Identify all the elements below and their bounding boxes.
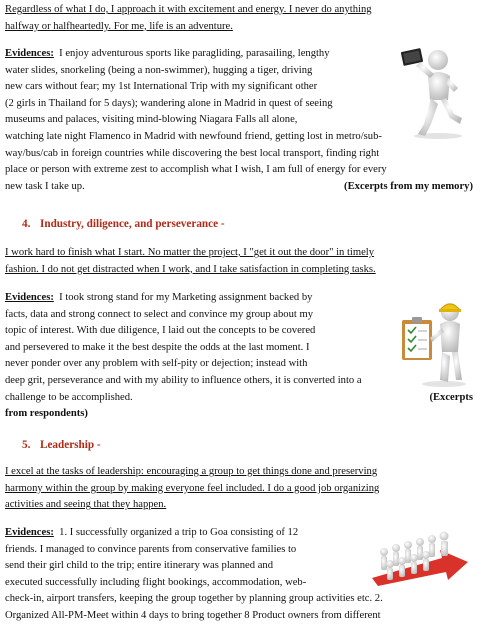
evidence-text: challenge to be accomplished. — [5, 391, 133, 403]
evidence-text: check-in, airport transfers, keeping the group together by planning group activities etc. 2. — [5, 593, 383, 605]
description-line: I work hard to finish what I start. No matter the project, I "get it out the door" in timely — [5, 247, 375, 258]
leadership-arrow-illustration — [368, 528, 474, 588]
evidence-source: (Excerpts — [429, 391, 473, 403]
intro-paragraph — [5, 2, 473, 35]
evidence-text: way/bus/cab in foreign countries while discovering the best local transport, finding right — [5, 147, 380, 159]
description-line: I excel at the tasks of leadership: encouraging a group to get things done and preserving — [5, 466, 378, 477]
evidence-text: friends. I managed to convince parents from conservative families to — [5, 543, 297, 555]
section-heading-5 — [22, 439, 101, 451]
evidence-label: Evidences: — [5, 292, 54, 303]
description-line: fashion. I do not get distracted when I work, and I take satisfaction in completing tasks. — [5, 263, 376, 275]
evidence-text: museums and palaces, visiting mind-blowing Niagara Falls all alone, — [5, 114, 298, 126]
section-heading-4 — [22, 218, 225, 230]
evidence-text: place or person with extreme zest to accomplish what I wish, I am full of energy for every — [5, 164, 387, 176]
intro-line: Regardless of what I do, I approach it with excitement and energy. I never do anything — [5, 4, 372, 15]
evidence-text: watching late night Flamenco in Madrid with newfound friend, getting lost in metro/sub- — [5, 130, 382, 142]
evidence-text: new task I take up. — [5, 180, 85, 192]
description-line: activities and seeing that they happen. — [5, 499, 167, 511]
section-number: 4. — [22, 218, 31, 230]
evidence-text: (2 girls in Thailand for 5 days); wandering alone in Madrid in quest of seeing — [5, 97, 333, 109]
section-5-description — [5, 464, 473, 514]
evidence-source: from respondents) — [5, 408, 88, 420]
evidence-text: deep grit, perseverance and with my ability to influence others, it is converted into a — [5, 374, 362, 386]
evidence-text: new cars without fear; my 1st International Trip with my significant other — [5, 81, 318, 93]
evidence-text: and persevered to make it the best despite the odds at the last moment. I — [5, 341, 310, 353]
section-number: 5. — [22, 439, 31, 451]
evidence-text: executed successfully including flight bookings, accommodation, web- — [5, 576, 307, 588]
evidence-text: I enjoy adventurous sports like paragliding, parasailing, lengthy — [59, 48, 330, 59]
evidence-text: water slides, snorkeling (being a non-swimmer), hugging a tiger, driving — [5, 64, 313, 76]
evidence-label: Evidences: — [5, 527, 54, 538]
section-title: Leadership - — [40, 439, 101, 451]
evidence-text: send their girl child to the trip; entire itinerary was planned and — [5, 560, 273, 572]
person-clipboard-illustration — [398, 296, 476, 388]
evidence-text: topic of interest. With due diligence, I laid out the concepts to be covered — [5, 325, 316, 337]
description-line: harmony within the group by making everyone feel included. I do a good job organizing — [5, 482, 380, 494]
section-title: Industry, diligence, and perseverance - — [40, 218, 225, 230]
evidence-source: (Excerpts from my memory) — [344, 180, 473, 192]
evidence-text: Organized All-PM-Meet within 4 days to bring together 8 Product owners from different — [5, 609, 381, 621]
evidence-text: facts, data and strong connect to select and convince my group about my — [5, 308, 314, 320]
evidence-text: 1. I successfully organized a trip to Goa consisting of 12 — [59, 527, 299, 538]
person-laptop-illustration — [398, 42, 474, 140]
intro-line: halfway or halfheartedly. For me, life is an adventure. — [5, 20, 233, 32]
section-4-description — [5, 245, 473, 278]
evidence-text: never ponder over any problem with self-pity or dejection; instead with — [5, 358, 308, 370]
evidence-label: Evidences: — [5, 48, 54, 59]
evidence-text: I took strong stand for my Marketing assignment backed by — [59, 292, 313, 303]
